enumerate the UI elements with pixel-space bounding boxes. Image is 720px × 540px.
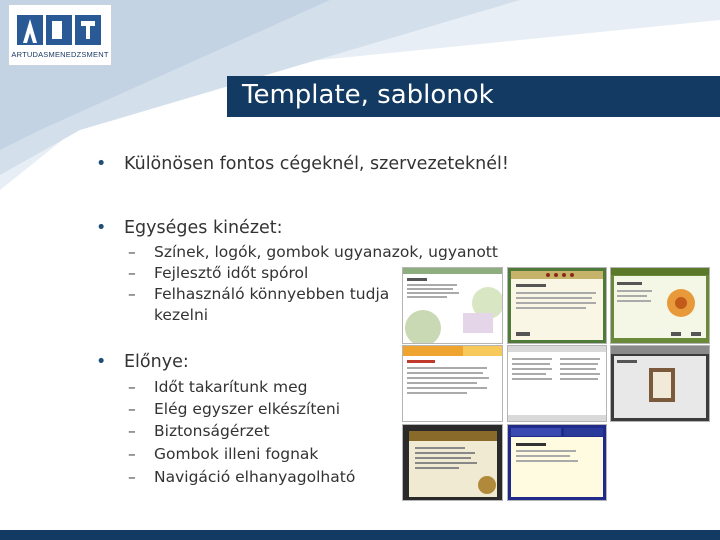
template-thumbnail-2 xyxy=(507,267,607,344)
thumbnail-4-preview xyxy=(403,346,502,421)
bullet-dot: • xyxy=(96,154,107,174)
thumbnail-2-preview xyxy=(508,268,606,343)
bullet-text: Különösen fontos cégeknél, szervezeteknél! xyxy=(124,154,509,174)
sub-item-text: Navigáció elhanyagolható xyxy=(154,468,356,486)
bullet-dot: • xyxy=(96,352,107,372)
template-thumbnail-5 xyxy=(507,345,607,422)
template-thumbnail-8 xyxy=(507,424,607,501)
bottom-bar xyxy=(0,530,720,540)
sub-item-text: Elég egyszer elkészíteni xyxy=(154,400,341,418)
slide-title: Template, sablonok xyxy=(242,80,494,110)
sub-item-text: Biztonságérzet xyxy=(154,422,270,440)
bullet-text: Egységes kinézet: xyxy=(124,218,283,238)
thumbnail-5-preview xyxy=(508,346,606,421)
template-thumbnail-3 xyxy=(610,267,710,344)
thumbnail-1-preview xyxy=(403,268,502,343)
dash-icon: – xyxy=(128,422,136,440)
dash-icon: – xyxy=(128,445,136,463)
logo-caption: ARTUDASMENEDZSMENT xyxy=(11,50,109,59)
thumbnail-7-preview xyxy=(403,425,502,500)
sub-item-text: Fejlesztő időt spórol xyxy=(154,264,309,282)
dash-icon: – xyxy=(128,378,136,396)
bullet-dot: • xyxy=(96,218,107,238)
thumbnail-6-preview xyxy=(611,346,709,421)
sub-item-text: Időt takarítunk meg xyxy=(154,378,308,396)
template-thumbnail-7 xyxy=(402,424,503,501)
template-thumbnail-4 xyxy=(402,345,503,422)
sub-item-text: Felhasználó könnyebben tudja xyxy=(154,285,390,303)
dash-icon: – xyxy=(128,243,136,261)
template-thumbnail-1 xyxy=(402,267,503,344)
sub-item-text: Színek, logók, gombok ugyanazok, ugyanott xyxy=(154,243,498,261)
sub-item-text: Gombok illeni fognak xyxy=(154,445,319,463)
dash-icon: – xyxy=(128,285,136,303)
dash-icon: – xyxy=(128,400,136,418)
sub-item-text: kezelni xyxy=(154,306,209,324)
thumbnail-3-preview xyxy=(611,268,709,343)
thumbnail-8-preview xyxy=(508,425,606,500)
bullet-text: Előnye: xyxy=(124,352,189,372)
dash-icon: – xyxy=(128,468,136,486)
template-thumbnail-6 xyxy=(610,345,710,422)
dash-icon: – xyxy=(128,264,136,282)
